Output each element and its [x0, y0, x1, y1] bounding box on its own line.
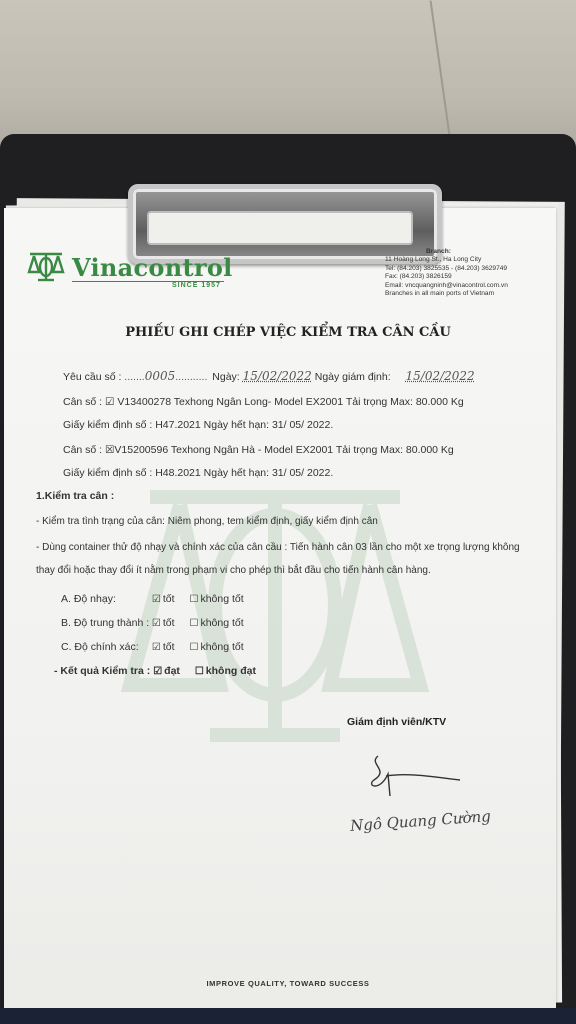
request-number: 0005: [144, 369, 176, 383]
inspect-date-value: 15/02/2022: [405, 369, 475, 383]
branch-line: Tel: (84.203) 3825535 - (84.203) 3629749: [385, 264, 508, 272]
empty-box-icon: ☐: [194, 666, 204, 677]
request-label: Yêu cầu số :: [63, 371, 122, 383]
signature: [360, 752, 480, 802]
checked-box-icon: ☑: [151, 642, 161, 653]
scale-2: Cân số : ☒V15200596 Texhong Ngân Hà - Model EX2001 Tải trọng Max: 80.000 Kg: [63, 444, 454, 456]
empty-box-icon: ☐: [189, 594, 199, 605]
bullet-2-cont: thay đổi hoặc thay đổi ít nằm trong phạm vi cho phép thì bắt đầu cho tiến hành cân hàng.: [36, 565, 431, 576]
check-row-repeatability: [61, 617, 244, 629]
inspect-date-label: Ngày giám định:: [314, 371, 391, 383]
check-bad: không tốt: [200, 641, 244, 653]
check-bad: không tốt: [200, 617, 244, 629]
certificate-2: Giấy kiểm định số : H48.2021 Ngày hết hạn: 31/ 05/ 2022.: [63, 467, 334, 479]
check-bad: không tốt: [200, 593, 244, 605]
scale-1: Cân số : ☑ V13400278 Texhong Ngân Long- Model EX2001 Tải trọng Max: 80.000 Kg: [63, 396, 464, 408]
date-value: 15/02/2022: [242, 369, 312, 383]
branch-line: Fax: (84.203) 3826159: [385, 273, 452, 281]
result-good: đạt: [164, 665, 180, 677]
branch-line: Branches in all main ports of Vietnam: [385, 290, 495, 298]
empty-box-icon: ☐: [189, 618, 199, 629]
result-bad: không đạt: [205, 665, 256, 677]
check-row-accuracy: [61, 641, 244, 653]
logo-wordmark: Vinacontrol: [72, 252, 233, 282]
checked-box-icon: ☑: [151, 594, 161, 605]
branch-line: Email: vncquangninh@vinacontrol.com.vn: [385, 281, 508, 289]
empty-box-icon: ☐: [189, 642, 199, 653]
vinacontrol-logo: [26, 250, 233, 284]
inspector-title: Giám định viên/KTV: [347, 716, 447, 728]
result-row: [54, 665, 256, 677]
check-label: A. Độ nhạy:: [61, 593, 116, 605]
certificate-1: Giấy kiểm định số : H47.2021 Ngày hết hạn: 31/ 05/ 2022.: [63, 419, 334, 431]
check-good: tốt: [162, 641, 175, 653]
branch-contact: [385, 248, 508, 298]
checked-box-icon: ☑: [153, 666, 163, 677]
result-label: - Kết quả Kiểm tra :: [54, 665, 151, 677]
bullet-2: - Dùng container thử độ nhạy và chính xác của cân cầu : Tiến hành cân 03 lần cho một xe trọng lượng không: [36, 542, 520, 553]
check-row-sensitivity: [61, 593, 244, 605]
section-heading: 1.Kiểm tra cân :: [36, 490, 115, 502]
document-title: PHIẾU GHI CHÉP VIỆC KIỂM TRA CÂN CẦU: [125, 325, 451, 340]
signer-name: Ngô Quang Cường: [349, 807, 492, 835]
check-good: tốt: [162, 593, 175, 605]
check-good: tốt: [162, 617, 175, 629]
check-label: B. Độ trung thành :: [61, 617, 150, 629]
bottom-surface: [0, 1008, 576, 1024]
branch-heading: Branch:: [426, 248, 451, 255]
request-line: Yêu cầu số : .......0005........... Ngày: 15/02/2022 Ngày giám định: 15/02/2022: [63, 369, 475, 383]
date-label: Ngày:: [212, 371, 240, 383]
checked-box-icon: ☑: [151, 618, 161, 629]
logo-since: SINCE 1957: [172, 282, 221, 289]
bullet-1: - Kiểm tra tình trạng của cân: Niêm phong, tem kiểm định, giấy kiểm định cân: [36, 516, 378, 527]
scale-logo-icon: [26, 250, 66, 284]
branch-line: 11 Hoàng Long St., Ha Long City: [385, 256, 482, 264]
check-label: C. Độ chính xác:: [61, 641, 139, 653]
footer-slogan: IMPROVE QUALITY, TOWARD SUCCESS: [206, 979, 370, 988]
